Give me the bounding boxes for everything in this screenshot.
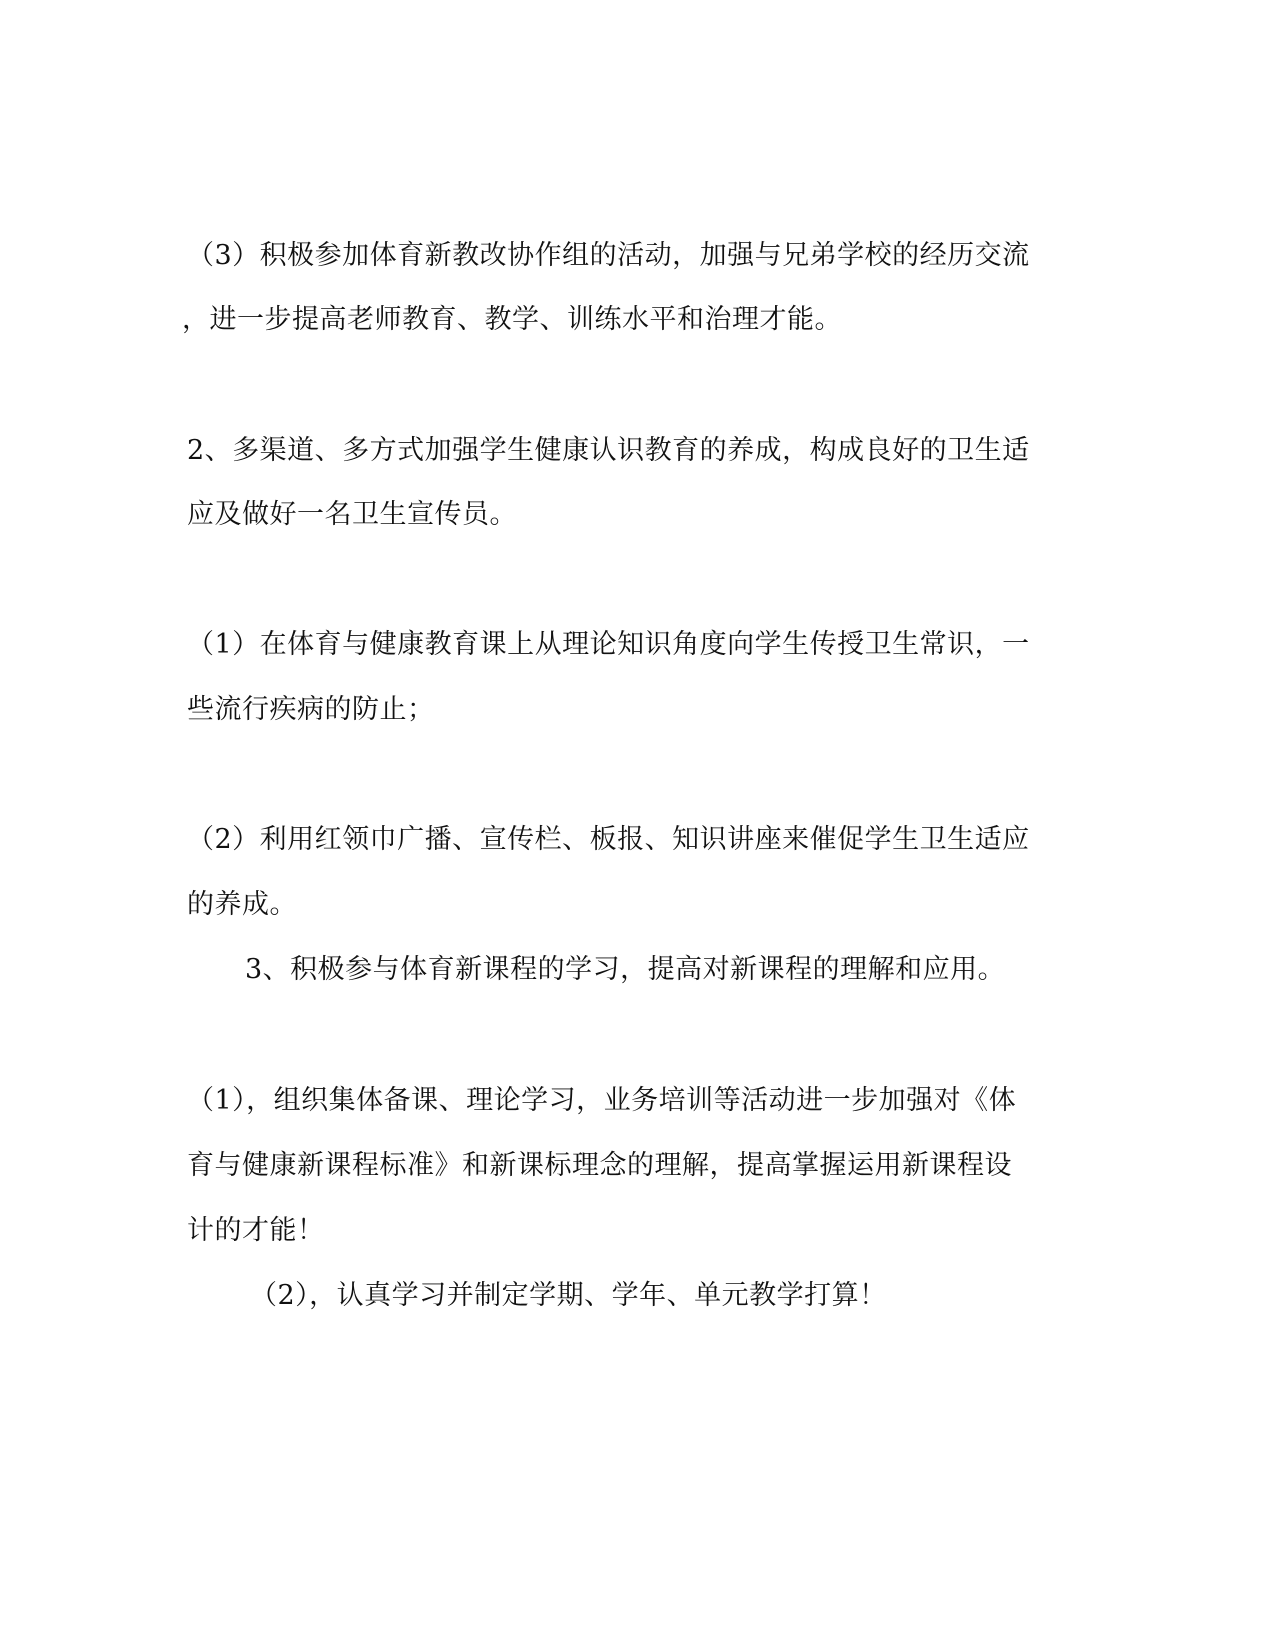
text-line-2: ，进一步提高老师教育、教学、训练水平和治理才能。 [182, 304, 842, 335]
text-line-4: 应及做好一名卫生宣传员。 [187, 499, 517, 530]
text-line-7: （2）利用红领巾广播、宣传栏、板报、知识讲座来催促学生卫生适应 [187, 824, 1030, 855]
text-line-13: （2），认真学习并制定学期、学年、单元教学打算！ [250, 1280, 887, 1311]
text-line-9: 3、积极参与体育新课程的学习，提高对新课程的理解和应用。 [245, 954, 1006, 985]
text-line-8: 的养成。 [187, 889, 297, 920]
text-line-3: 2、多渠道、多方式加强学生健康认识教育的养成，构成良好的卫生适 [187, 435, 1030, 466]
text-line-5: （1）在体育与健康教育课上从理论知识角度向学生传授卫生常识，一 [187, 629, 1030, 660]
text-line-1: （3）积极参加体育新教改协作组的活动，加强与兄弟学校的经历交流 [187, 240, 1030, 271]
text-line-11: 育与健康新课程标准》和新课标理念的理解，提高掌握运用新课程设 [187, 1150, 1012, 1181]
text-line-6: 些流行疾病的防止； [187, 694, 435, 725]
text-line-10: （1），组织集体备课、理论学习，业务培训等活动进一步加强对《体 [187, 1085, 1017, 1116]
text-line-12: 计的才能！ [187, 1215, 325, 1246]
